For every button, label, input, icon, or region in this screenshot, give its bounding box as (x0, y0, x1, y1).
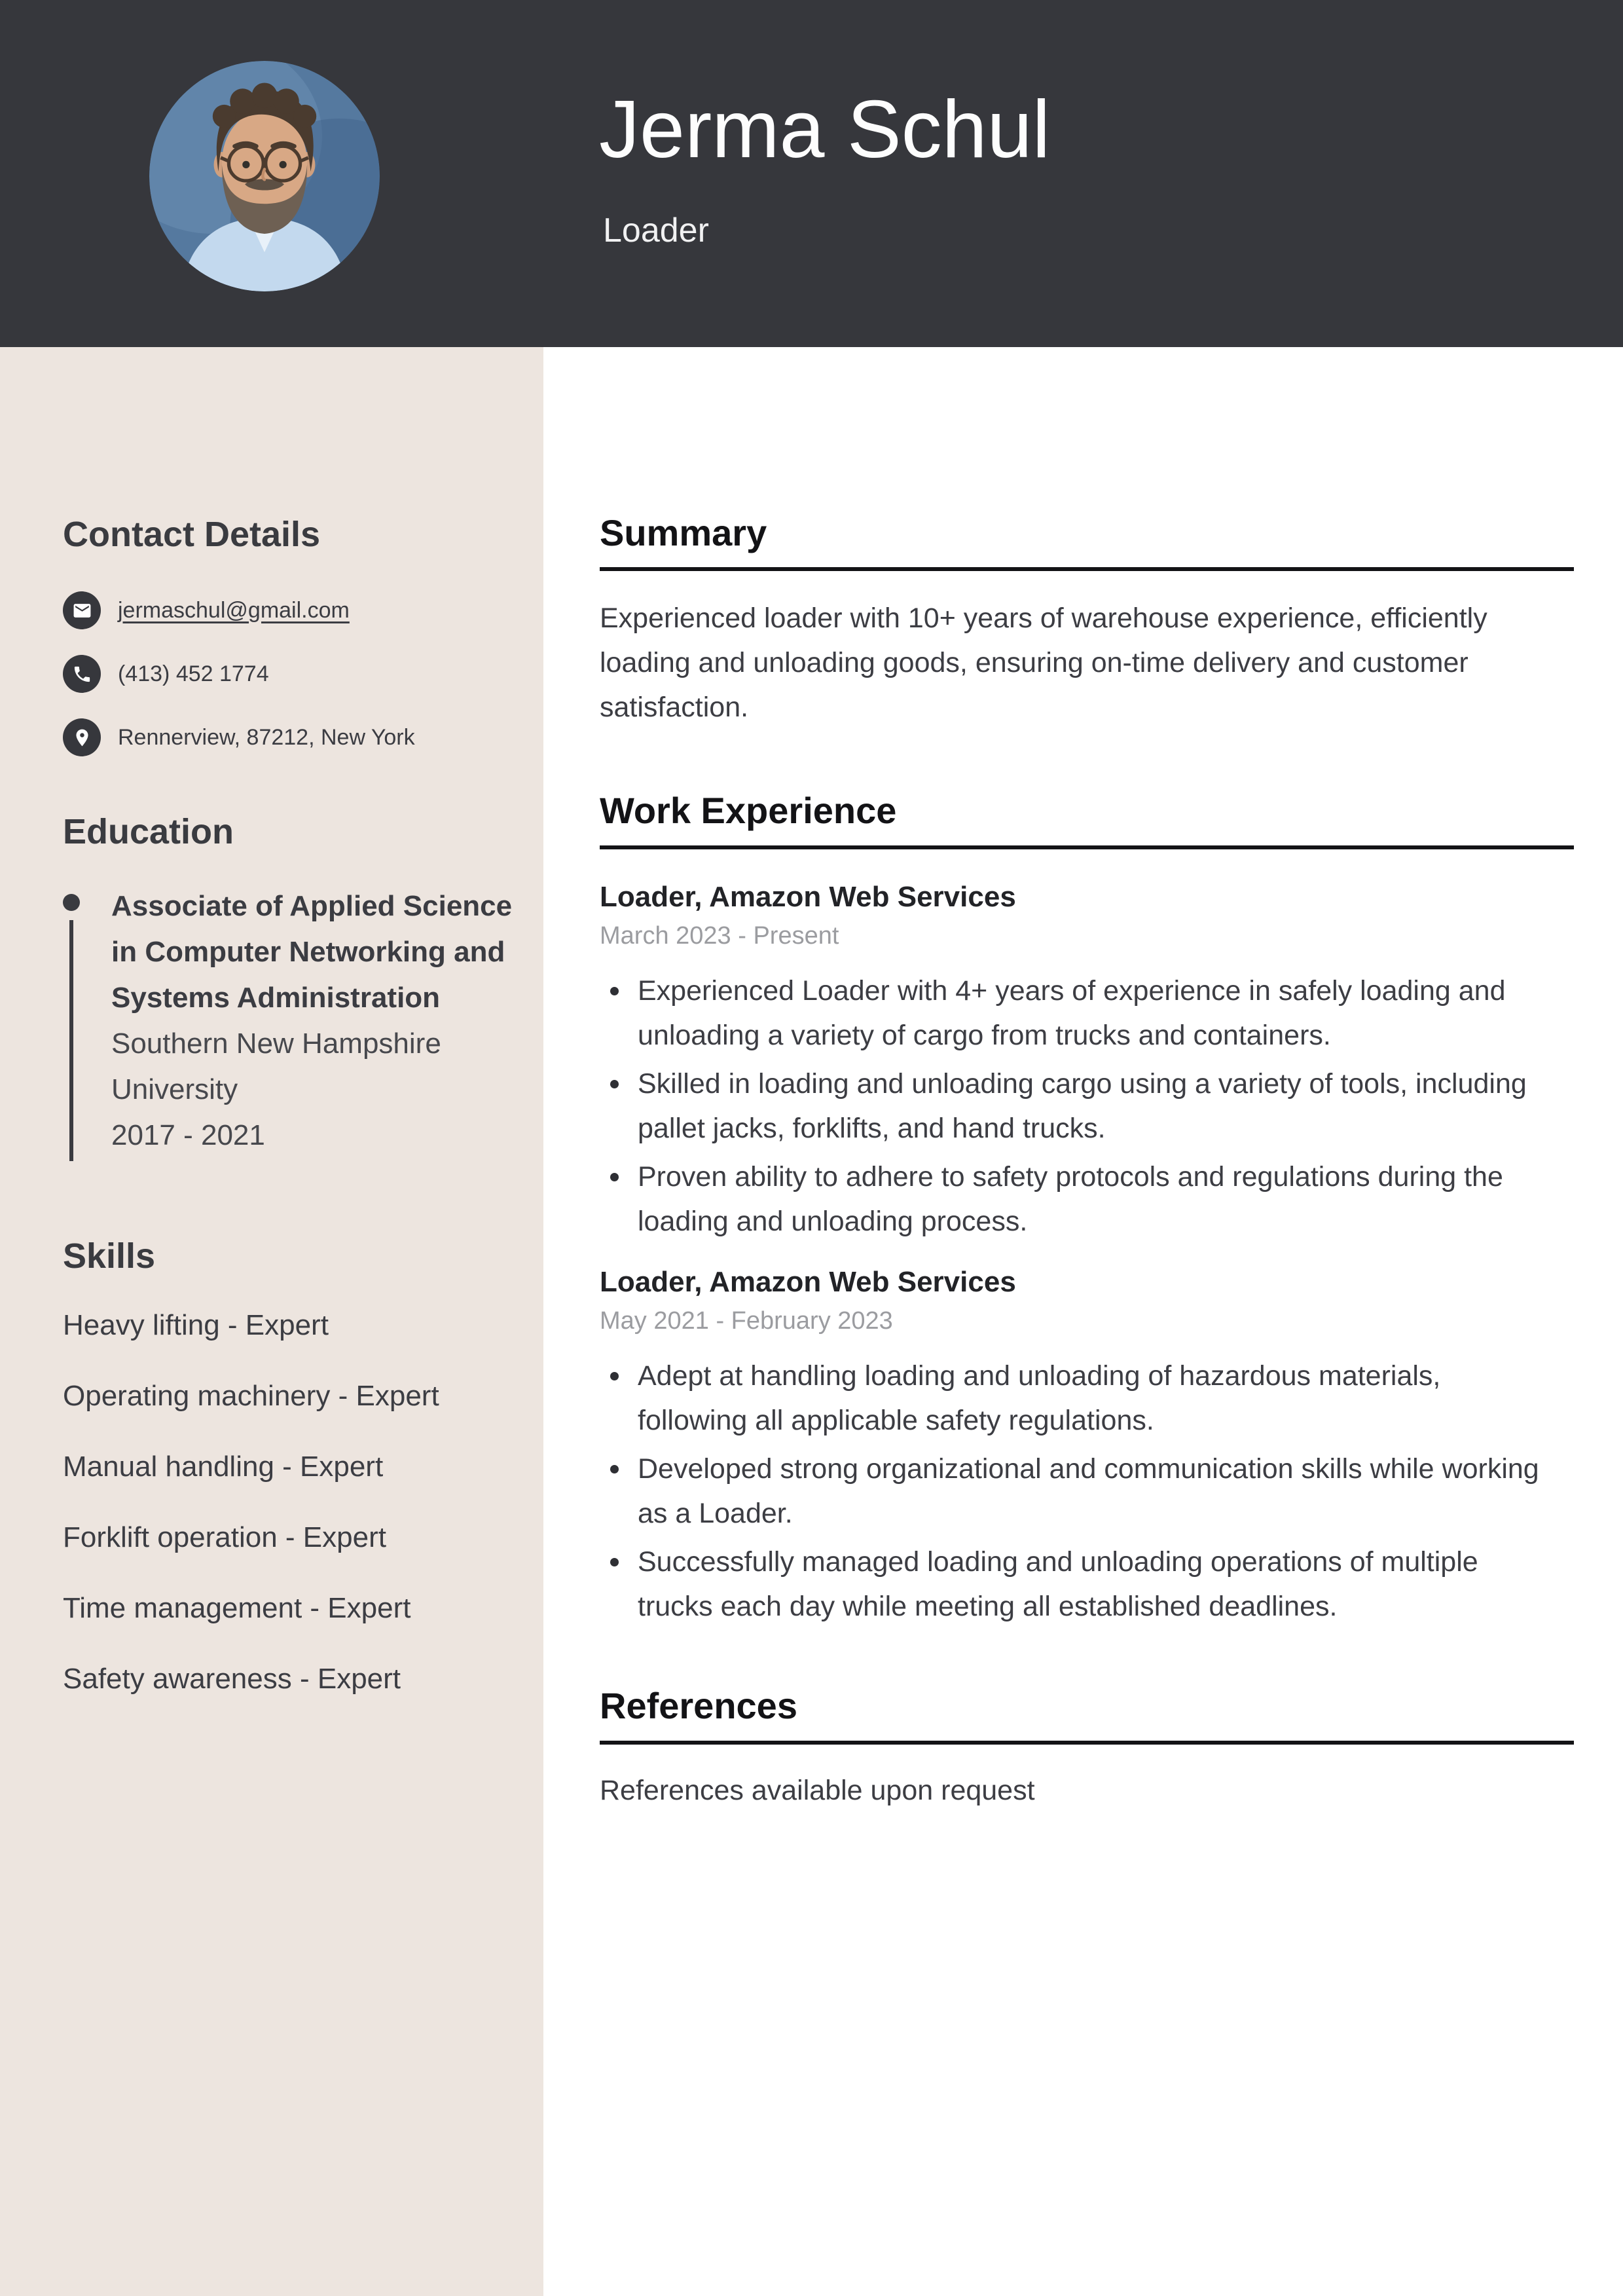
job-bullet: Experienced Loader with 4+ years of experience in safely loading and unloading a variety of cargo from trucks and containers. (600, 969, 1574, 1058)
skill-item: Operating machinery - Expert (63, 1380, 439, 1413)
education-heading: Education (63, 812, 234, 852)
references-text: References available upon request (600, 1774, 1035, 1806)
email-icon (63, 591, 101, 629)
phone-icon (63, 655, 101, 693)
summary-heading: Summary (600, 512, 1574, 571)
location-text: Rennerview, 87212, New York (118, 724, 415, 750)
references-heading: References (600, 1685, 1574, 1744)
skills-heading: Skills (63, 1236, 156, 1276)
education-entry (63, 883, 517, 1158)
sidebar (0, 347, 543, 2296)
work-experience-section (600, 790, 1574, 1629)
job-bullet: Skilled in loading and unloading cargo using a variety of tools, including pallet jacks, forklifts, and hand trucks. (600, 1062, 1574, 1151)
main-content (543, 347, 1623, 1813)
job-bullet: Successfully managed loading and unloading operations of multiple trucks each day while meeting all established deadlines. (600, 1540, 1574, 1629)
job-entry (600, 1263, 1574, 1629)
job-entry (600, 878, 1574, 1244)
education-school: Southern New Hampshire University (111, 1028, 441, 1106)
job-bullet: Developed strong organizational and communication skills while working as a Loader. (600, 1447, 1574, 1536)
contact-row-phone (63, 655, 517, 693)
profile-photo (149, 61, 380, 291)
job-title: Loader, Amazon Web Services (600, 880, 1016, 913)
timeline-dot (63, 894, 80, 911)
job-bullet: Adept at handling loading and unloading of hazardous materials, following all applicable safety regulations. (600, 1354, 1574, 1443)
location-pin-icon (63, 718, 101, 756)
skill-item: Heavy lifting - Expert (63, 1309, 329, 1342)
person-job-title: Loader (603, 212, 709, 250)
education-degree: Associate of Applied Science in Computer Networking and Systems Administration (111, 890, 513, 1014)
references-section (600, 1685, 1574, 1812)
skill-item: Manual handling - Expert (63, 1451, 384, 1483)
job-dates: March 2023 - Present (600, 921, 839, 950)
contact-row-email (63, 591, 517, 629)
email-link[interactable]: jermaschul@gmail.com (118, 597, 350, 623)
job-title: Loader, Amazon Web Services (600, 1265, 1016, 1298)
phone-number: (413) 452 1774 (118, 661, 269, 686)
job-bullet-list (600, 969, 1574, 1244)
job-bullet-list (600, 1354, 1574, 1629)
person-name: Jerma Schul (599, 84, 1051, 175)
job-dates: May 2021 - February 2023 (600, 1307, 893, 1335)
skill-item: Forklift operation - Expert (63, 1521, 386, 1554)
summary-section (600, 512, 1574, 730)
summary-text: Experienced loader with 10+ years of warehouse experience, efficiently loading and unloading goods, ensuring on-time delivery and customer satisfaction. (600, 602, 1487, 724)
contact-details-heading: Contact Details (63, 515, 321, 554)
profile-photo-illustration (149, 61, 380, 291)
skill-item: Safety awareness - Expert (63, 1663, 401, 1695)
job-bullet: Proven ability to adhere to safety protocols and regulations during the loading and unloading process. (600, 1155, 1574, 1244)
work-experience-heading: Work Experience (600, 790, 1574, 849)
education-dates: 2017 - 2021 (111, 1119, 265, 1152)
contact-list (63, 591, 517, 756)
timeline-rail (69, 920, 73, 1161)
contact-row-location (63, 718, 517, 756)
skill-item: Time management - Expert (63, 1592, 411, 1625)
skills-list (63, 1303, 517, 1702)
